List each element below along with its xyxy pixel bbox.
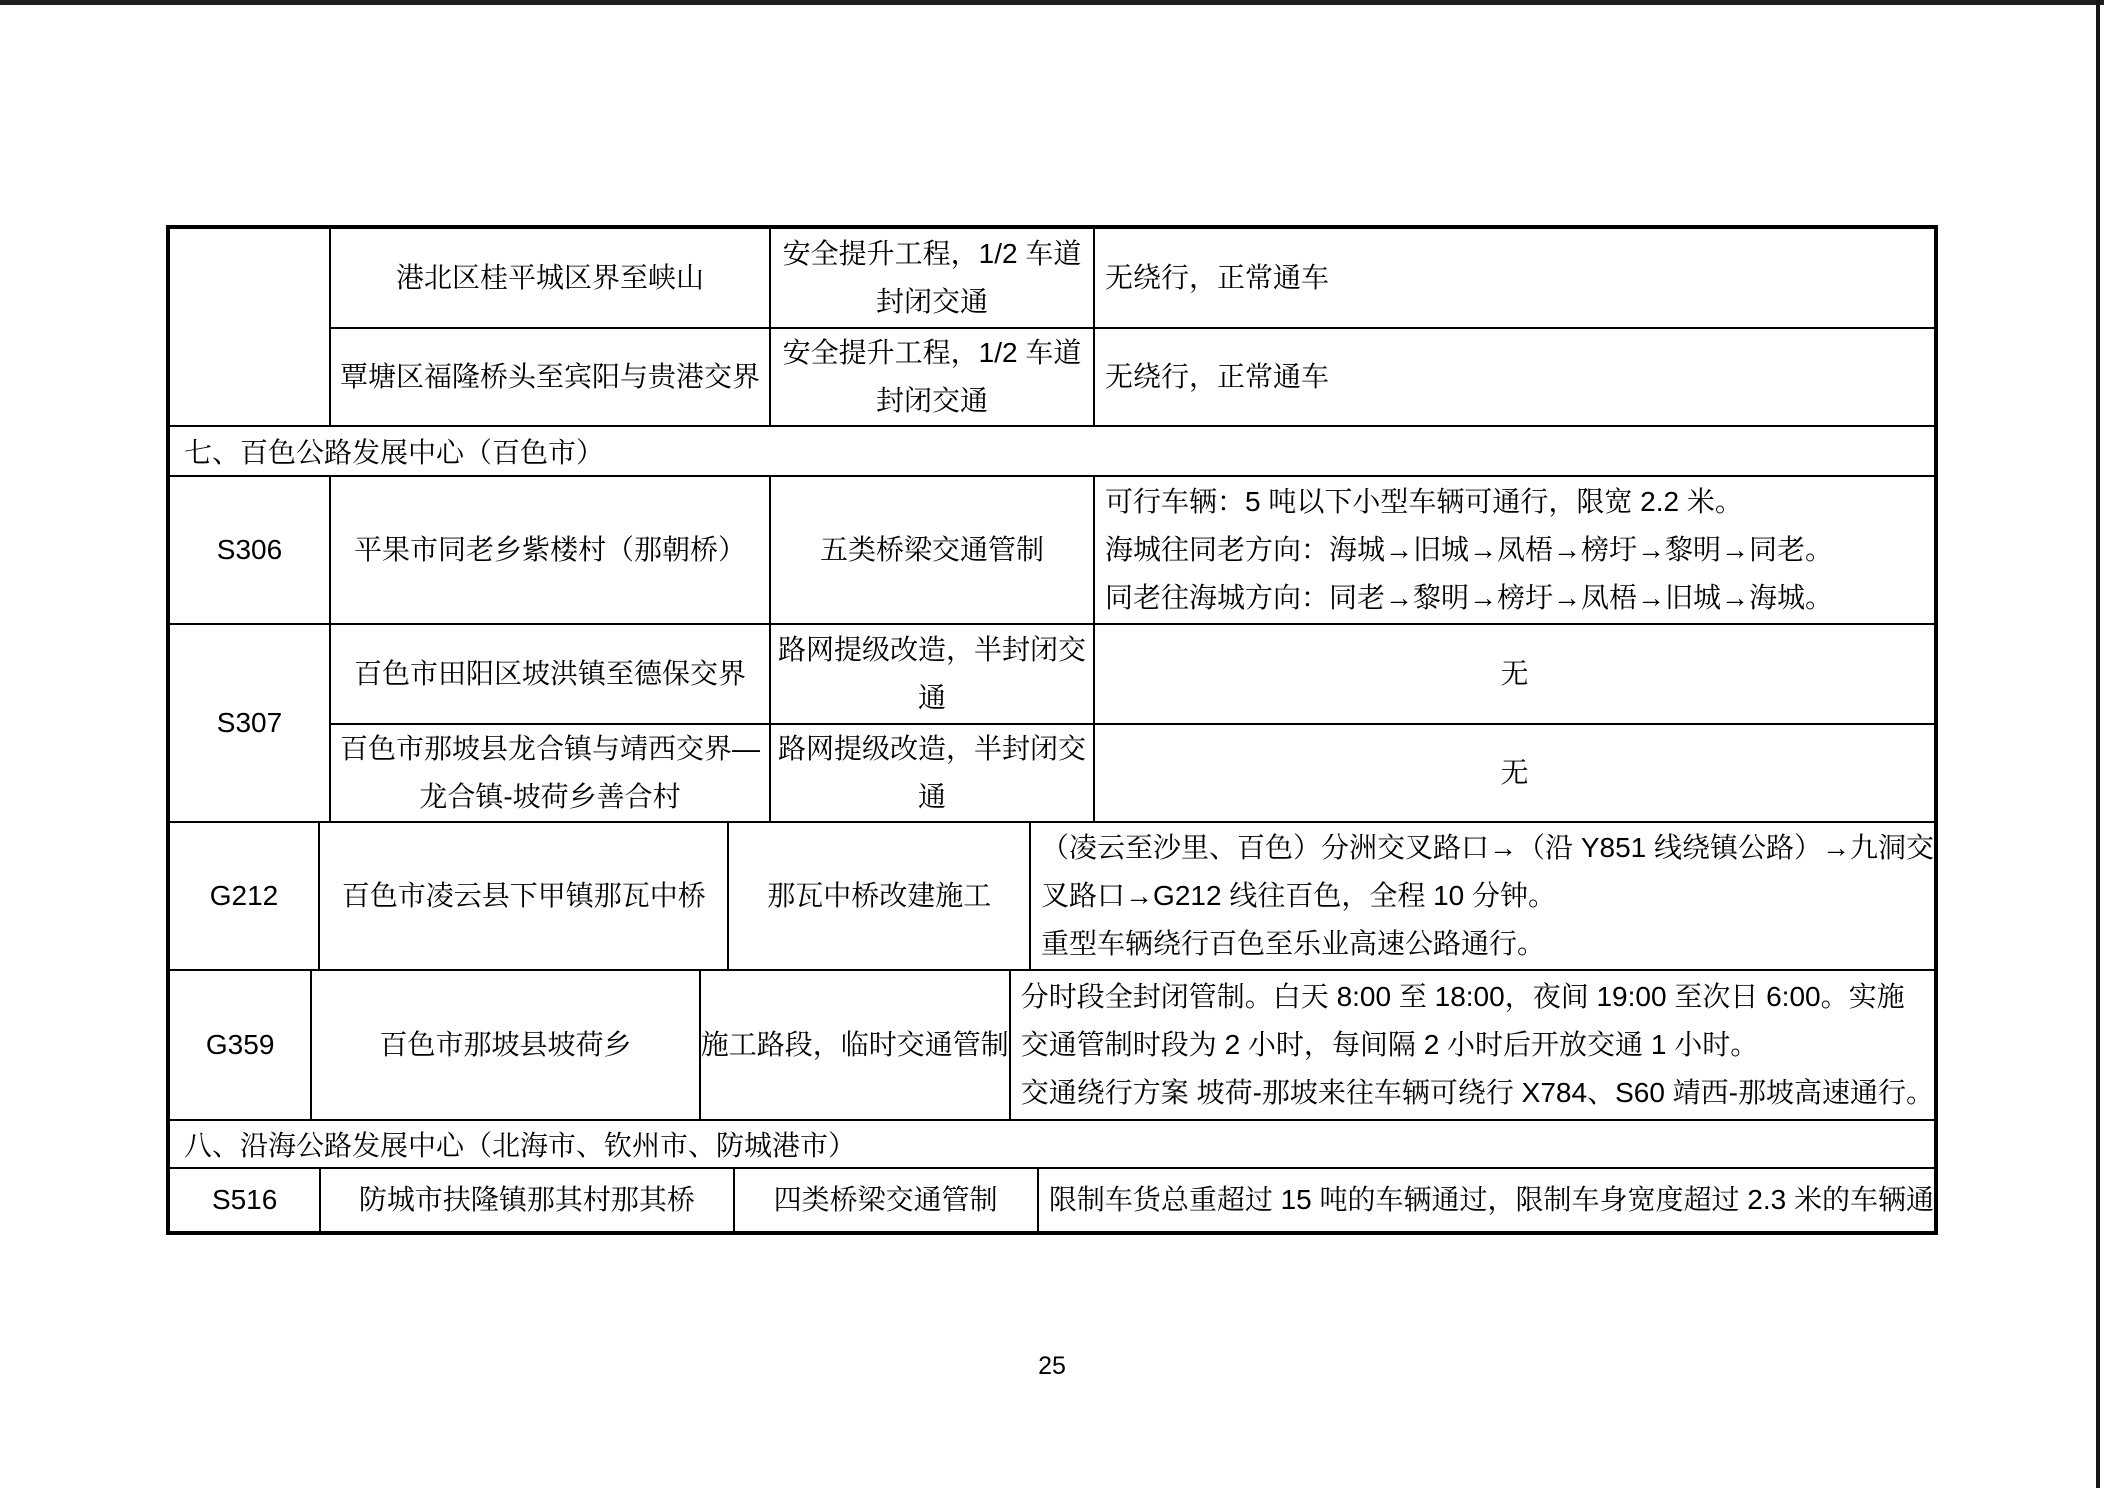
- text-line: 百色市凌云县下甲镇那瓦中桥: [341, 880, 706, 911]
- control-type-cell: [771, 329, 1095, 425]
- text-line: （凌云至沙里、百色）分洲交叉路口→（沿 Y851 线绕镇公路）→九洞交: [1041, 832, 1935, 863]
- text-line: 交通管制时段为 2 小时，每间隔 2 小时后开放交通 1 小时。: [1020, 1029, 1759, 1060]
- control-type-cell: [729, 823, 1031, 969]
- page-number: 25: [1038, 1352, 1066, 1380]
- text-line: 安全提升工程，1/2 车道: [782, 238, 1082, 269]
- location-cell: [321, 1169, 734, 1231]
- location-cell: [331, 329, 771, 425]
- text-line: 百色市那坡县坡荷乡: [379, 1029, 632, 1060]
- table-row-g359: [170, 969, 1934, 1119]
- text-line: 无绕行，正常通车: [1105, 262, 1330, 293]
- text-line: 同老往海城方向：同老→黎明→榜圩→凤梧→旧城→海城。: [1105, 582, 1834, 613]
- table-row: [331, 625, 1934, 723]
- text-line: 封闭交通: [875, 385, 988, 416]
- route-code-cell: G359: [170, 971, 312, 1119]
- text-line: 通: [917, 682, 946, 713]
- detour-info-cell: [1095, 229, 1934, 327]
- route-code-cell: S306: [170, 477, 331, 623]
- text-line: 交通绕行方案 坡荷-那坡来往车辆可绕行 X784、S60 靖西-那坡高速通行。: [1020, 1077, 1934, 1108]
- location-cell: [312, 971, 700, 1119]
- text-line: 重型车辆绕行百色至乐业高速公路通行。: [1041, 928, 1546, 959]
- text-line: 限制车货总重超过 15 吨的车辆通过，限制车身宽度超过 2.3 米的车辆通: [1048, 1184, 1935, 1215]
- text-line: 龙合镇-坡荷乡善合村: [419, 781, 681, 812]
- text-line: 安全提升工程，1/2 车道: [782, 337, 1082, 368]
- text-line: 百色市那坡县龙合镇与靖西交界—: [339, 733, 760, 764]
- text-line: 无绕行，正常通车: [1105, 361, 1330, 392]
- text-line: 防城市扶隆镇那其村那其桥: [358, 1184, 695, 1215]
- control-type-cell: [771, 229, 1095, 327]
- detour-info-cell: [1095, 625, 1934, 723]
- text-line: 港北区桂平城区界至峡山: [395, 262, 704, 293]
- table-row: [331, 229, 1934, 327]
- location-cell: [331, 725, 771, 821]
- scan-right-edge-line: [2096, 0, 2100, 1488]
- text-line: 海城往同老方向：海城→旧城→凤梧→榜圩→黎明→同老。: [1105, 534, 1834, 565]
- text-line: 无: [1500, 757, 1529, 788]
- text-line: 四类桥梁交通管制: [773, 1184, 998, 1215]
- detour-info-cell: [1031, 823, 1934, 969]
- location-cell: [331, 477, 771, 623]
- text-line: 叉路口→G212 线往百色，全程 10 分钟。: [1041, 880, 1557, 911]
- detour-info-cell: [1039, 1169, 1934, 1231]
- text-line: 路网提级改造，半封闭交: [777, 634, 1086, 665]
- text-line: 分时段全封闭管制。白天 8:00 至 18:00，夜间 19:00 至次日 6:00。实施: [1020, 981, 1905, 1012]
- table-row-group-s307: [170, 623, 1934, 821]
- text-line: 覃塘区福隆桥头至宾阳与贵港交界: [339, 361, 760, 392]
- section-header-baise: 七、百色公路发展中心（百色市）: [170, 425, 1934, 475]
- detour-info-cell: [1095, 725, 1934, 821]
- location-cell: [320, 823, 730, 969]
- location-cell: [331, 625, 771, 723]
- control-type-cell: [701, 971, 1011, 1119]
- control-type-cell: [771, 625, 1095, 723]
- section-header-yanhai: 八、沿海公路发展中心（北海市、钦州市、防城港市）: [170, 1119, 1934, 1167]
- text-line: 可行车辆：5 吨以下小型车辆可通行，限宽 2.2 米。: [1105, 486, 1743, 517]
- table-row: [331, 327, 1934, 425]
- text-line: 百色市田阳区坡洪镇至德保交界: [353, 658, 746, 689]
- table-row-g212: [170, 821, 1934, 969]
- control-type-cell: [771, 725, 1095, 821]
- group-subrows: [331, 229, 1934, 425]
- text-line: 路网提级改造，半封闭交: [777, 733, 1086, 764]
- group-subrows: [331, 625, 1934, 821]
- road-traffic-control-table: [166, 225, 1938, 1235]
- text-line: 通: [917, 781, 946, 812]
- text-line: 施工路段，临时交通管制: [700, 1029, 1009, 1060]
- control-type-cell: [735, 1169, 1039, 1231]
- route-code-cell: [170, 229, 331, 425]
- route-code-cell: G212: [170, 823, 320, 969]
- scan-top-edge-line: [0, 0, 2104, 5]
- table-row-s516: [170, 1167, 1934, 1231]
- detour-info-cell: [1095, 477, 1934, 623]
- route-code-cell: S516: [170, 1169, 321, 1231]
- route-code-cell: S307: [170, 625, 331, 821]
- text-line: 那瓦中桥改建施工: [767, 880, 992, 911]
- table-row-s306: [170, 475, 1934, 623]
- detour-info-cell: [1011, 971, 1934, 1119]
- table-row: [331, 723, 1934, 821]
- table-row-group-carryover: [170, 229, 1934, 425]
- text-line: 无: [1500, 658, 1529, 689]
- control-type-cell: [771, 477, 1095, 623]
- detour-info-cell: [1095, 329, 1934, 425]
- text-line: 五类桥梁交通管制: [819, 534, 1044, 565]
- text-line: 平果市同老乡紫楼村（那朝桥）: [353, 534, 746, 565]
- text-line: 封闭交通: [875, 286, 988, 317]
- location-cell: [331, 229, 771, 327]
